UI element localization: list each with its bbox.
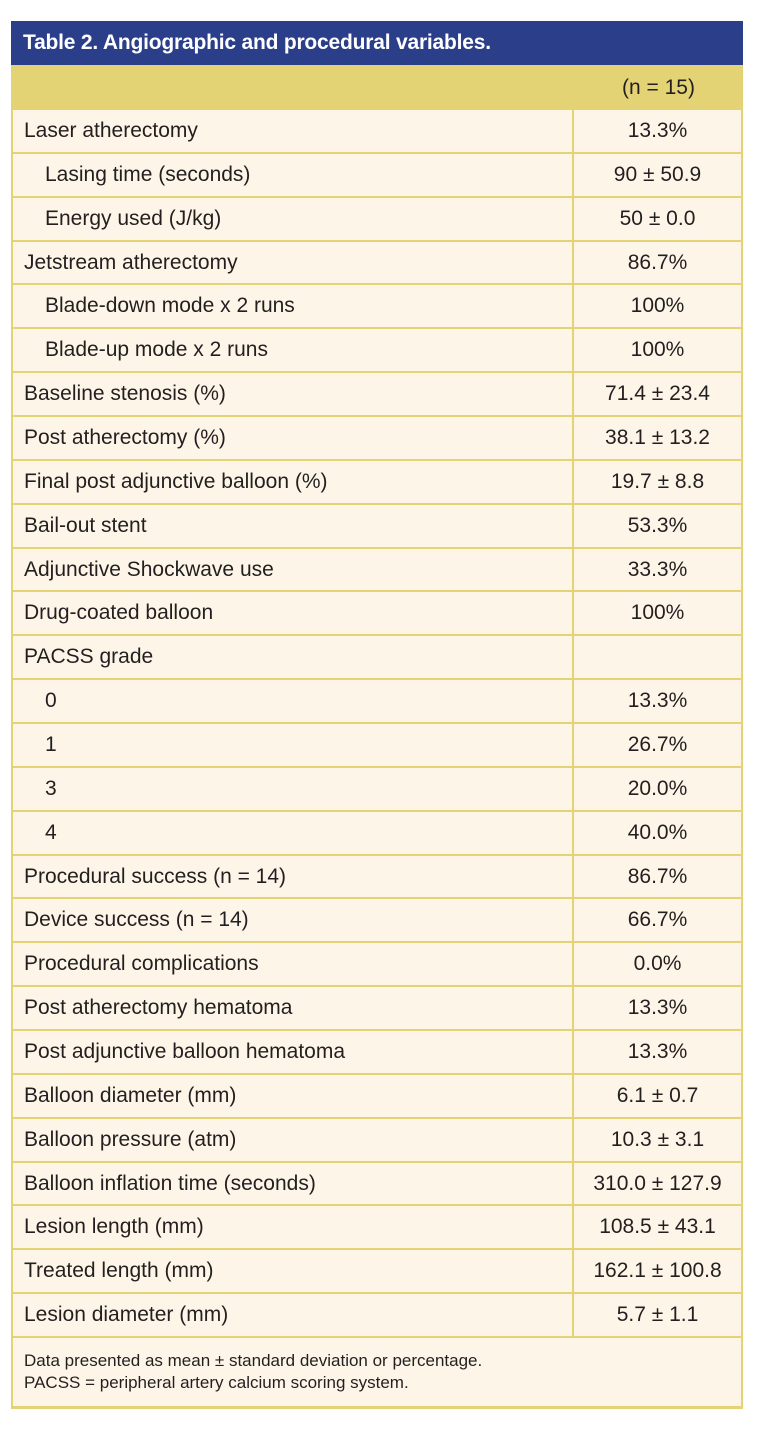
row-value: 71.4 ± 23.4 <box>605 382 710 406</box>
row-label: Energy used (J/kg) <box>13 198 574 240</box>
row-value: 38.1 ± 13.2 <box>605 425 710 449</box>
table-row <box>13 549 741 593</box>
row-value: 53.3% <box>627 513 688 537</box>
row-value: 86.7% <box>627 864 688 888</box>
row-value: 100% <box>630 338 685 362</box>
table-header-row <box>11 65 743 110</box>
row-label: Treated length (mm) <box>13 1250 574 1292</box>
row-value: 40.0% <box>627 820 688 844</box>
row-value: 100% <box>630 601 685 625</box>
table-row <box>13 768 741 812</box>
row-value: 108.5 ± 43.1 <box>599 1215 716 1239</box>
row-value: 310.0 ± 127.9 <box>593 1171 722 1195</box>
footnote-line: Data presented as mean ± standard deviation or percentage. <box>24 1351 483 1371</box>
table-row <box>13 154 741 198</box>
table-row <box>13 680 741 724</box>
table-row <box>13 285 741 329</box>
table-row <box>13 505 741 549</box>
table-row <box>13 1294 741 1338</box>
table-row <box>13 724 741 768</box>
row-value: 33.3% <box>627 557 688 581</box>
table-row <box>13 1075 741 1119</box>
table-row <box>13 1250 741 1294</box>
table-row <box>13 1119 741 1163</box>
row-value: 66.7% <box>627 908 688 932</box>
table-rows <box>13 110 741 1338</box>
table-row <box>13 1163 741 1207</box>
table-row <box>13 856 741 900</box>
row-value: 20.0% <box>627 776 688 800</box>
row-value: 90 ± 50.9 <box>613 162 702 186</box>
row-value: 19.7 ± 8.8 <box>610 469 705 493</box>
row-label: Lesion diameter (mm) <box>13 1294 574 1336</box>
row-value: 0.0% <box>633 952 682 976</box>
row-label: Balloon inflation time (seconds) <box>13 1163 574 1205</box>
row-label: Lasing time (seconds) <box>13 154 574 196</box>
table-row <box>13 329 741 373</box>
table-body <box>11 110 743 1409</box>
column-header-n: (n = 15) <box>622 75 695 99</box>
table-row <box>13 242 741 286</box>
row-label: Drug-coated balloon <box>13 592 574 634</box>
row-value: 6.1 ± 0.7 <box>616 1083 699 1107</box>
row-label: Device success (n = 14) <box>13 899 574 941</box>
row-label: Final post adjunctive balloon (%) <box>13 461 574 503</box>
table-row <box>13 110 741 154</box>
row-label: Post atherectomy (%) <box>13 417 574 459</box>
row-label: Baseline stenosis (%) <box>13 373 574 415</box>
table-row <box>13 899 741 943</box>
table-row <box>13 592 741 636</box>
row-value: 13.3% <box>627 118 688 142</box>
row-label: 3 <box>13 768 574 810</box>
row-label: Procedural complications <box>13 943 574 985</box>
row-label: PACSS grade <box>13 636 574 678</box>
table-row <box>13 812 741 856</box>
table-row <box>13 987 741 1031</box>
row-label: Post adjunctive balloon hematoma <box>13 1031 574 1073</box>
row-label: 4 <box>13 812 574 854</box>
row-value: 10.3 ± 3.1 <box>610 1127 705 1151</box>
table-footnote <box>13 1338 741 1406</box>
table-row <box>13 373 741 417</box>
table-title: Table 2. Angiographic and procedural variables. <box>11 21 743 65</box>
row-label: Laser atherectomy <box>13 110 574 152</box>
row-label: 1 <box>13 724 574 766</box>
row-label: Procedural success (n = 14) <box>13 856 574 898</box>
row-label: Jetstream atherectomy <box>13 242 574 284</box>
footnote-line: PACSS = peripheral artery calcium scoring system. <box>24 1373 409 1393</box>
row-label: Balloon pressure (atm) <box>13 1119 574 1161</box>
row-value: 13.3% <box>627 689 688 713</box>
row-label: Adjunctive Shockwave use <box>13 549 574 591</box>
row-label: Post atherectomy hematoma <box>13 987 574 1029</box>
row-label: Lesion length (mm) <box>13 1206 574 1248</box>
row-value: 50 ± 0.0 <box>619 206 696 230</box>
row-value <box>574 636 741 678</box>
row-label: Blade-down mode x 2 runs <box>13 285 574 327</box>
row-label: Blade-up mode x 2 runs <box>13 329 574 371</box>
table-row <box>13 461 741 505</box>
row-value: 5.7 ± 1.1 <box>616 1303 699 1327</box>
row-label: 0 <box>13 680 574 722</box>
row-value: 162.1 ± 100.8 <box>593 1259 722 1283</box>
table-row <box>13 636 741 680</box>
row-label: Bail-out stent <box>13 505 574 547</box>
table-row <box>13 1031 741 1075</box>
table-row <box>13 198 741 242</box>
row-value: 13.3% <box>627 996 688 1020</box>
row-value: 100% <box>630 294 685 318</box>
row-value: 26.7% <box>627 732 688 756</box>
row-value: 86.7% <box>627 250 688 274</box>
row-label: Balloon diameter (mm) <box>13 1075 574 1117</box>
table-row <box>13 417 741 461</box>
table-row <box>13 1206 741 1250</box>
data-table <box>11 21 743 1409</box>
row-value: 13.3% <box>627 1039 688 1063</box>
column-header-variable <box>11 65 574 110</box>
table-row <box>13 943 741 987</box>
